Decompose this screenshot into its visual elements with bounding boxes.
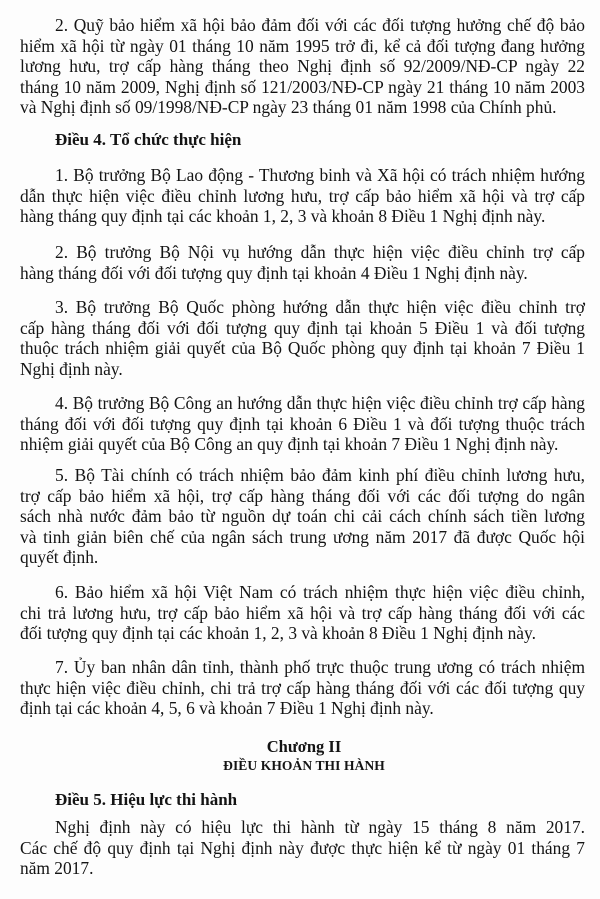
text-line: năm 2017. — [20, 858, 94, 878]
text-line: lương hưu, trợ cấp hàng tháng theo Nghị định số 92/2009/NĐ-CP ngày 22 — [20, 56, 585, 76]
article5-heading: Điều 5. Hiệu lực thi hành — [55, 790, 238, 809]
text-line: Nghị định này. — [20, 358, 123, 379]
article4-clause4-paragraph — [20, 393, 585, 455]
text-line: tháng đối với đối tượng quy định tại khoản 6 Điều 1 và đối tượng thuộc trách — [20, 413, 585, 434]
text-line: hiểm xã hội từ ngày 01 tháng 10 năm 1995 trở đi, kể cả đối tượng đang hưởng — [20, 35, 585, 56]
text-line: dẫn thực hiện việc điều chỉnh lương hưu, trợ cấp bảo hiểm xã hội và trợ cấp — [20, 185, 585, 206]
text-line: định tại các khoản 4, 5, 6 và khoản 7 Điều 1 Nghị định này. — [20, 698, 434, 718]
article4-clause3-paragraph — [20, 297, 585, 379]
text-line: quyết định. — [20, 547, 99, 567]
text-line: 1. Bộ trưởng Bộ Lao động - Thương binh và Xã hội có trách nhiệm hướng — [55, 165, 585, 185]
text-line: trợ cấp bảo hiểm xã hội, trợ cấp hàng tháng đối với các đối tượng do ngân — [20, 485, 585, 506]
text-line: 4. Bộ trưởng Bộ Công an hướng dẫn thực hiện việc điều chỉnh trợ cấp hàng — [55, 393, 585, 413]
chapter-title: Chương II — [266, 737, 342, 756]
text-line: cấp hàng tháng đối với đối tượng quy định tại khoản 5 Điều 1 và đối tượng — [20, 317, 585, 338]
text-line: Các chế độ quy định tại Nghị định này được thực hiện kể từ ngày 01 tháng 7 — [20, 837, 585, 858]
text-line: chi trả lương hưu, trợ cấp bảo hiểm xã hội và trợ cấp hàng tháng đối với các — [20, 602, 585, 623]
text-line: tháng 10 năm 2009, Nghị định số 121/2003/NĐ-CP ngày 21 tháng 10 năm 2003 — [20, 76, 585, 97]
text-line: 7. Ủy ban nhân dân tỉnh, thành phố trực thuộc trung ương có trách nhiệm — [55, 657, 585, 677]
article4-clause5-paragraph — [20, 465, 585, 568]
article4-heading: Điều 4. Tổ chức thực hiện — [55, 130, 242, 149]
article4-clause2-paragraph — [20, 242, 585, 283]
text-line: 2. Bộ trưởng Bộ Nội vụ hướng dẫn thực hiện việc điều chỉnh trợ cấp — [55, 242, 585, 262]
chapter-subtitle: ĐIỀU KHOẢN THI HÀNH — [223, 758, 385, 773]
text-line: 5. Bộ Tài chính có trách nhiệm bảo đảm kinh phí điều chỉnh lương hưu, — [55, 465, 585, 485]
article4-clause1-paragraph — [20, 165, 585, 227]
text-line: hàng tháng quy định tại các khoản 1, 2, 3 và khoản 8 Điều 1 Nghị định này. — [20, 206, 546, 226]
text-line: 6. Bảo hiểm xã hội Việt Nam có trách nhiệm thực hiện việc điều chỉnh, — [55, 582, 585, 602]
text-line: và Nghị định số 09/1998/NĐ-CP ngày 23 tháng 01 năm 1998 của Chính phủ. — [20, 97, 557, 117]
article3-clause2-paragraph — [20, 15, 585, 118]
text-line: 3. Bộ trưởng Bộ Quốc phòng hướng dẫn thực hiện việc điều chỉnh trợ — [55, 297, 585, 317]
text-line: đối tượng quy định tại các khoản 1, 2, 3 và khoản 8 Điều 1 Nghị định này. — [20, 623, 536, 643]
text-line: thực hiện việc điều chỉnh, chi trả trợ cấp hàng tháng đối với các đối tượng quy — [20, 677, 585, 698]
text-line: và tinh giản biên chế của ngân sách trung ương năm 2017 đã được Quốc hội — [20, 526, 585, 547]
article4-clause6-paragraph — [20, 582, 585, 644]
article4-clause7-paragraph — [20, 657, 585, 719]
text-line: hàng tháng đối với đối tượng quy định tại khoản 4 Điều 1 Nghị định này. — [20, 262, 528, 283]
text-line: nhiệm giải quyết của Bộ Công an quy định tại khoản 7 Điều 1 Nghị định này. — [20, 434, 559, 454]
text-line: 2. Quỹ bảo hiểm xã hội bảo đảm đối với các đối tượng hưởng chế độ bảo — [55, 15, 585, 35]
text-line: thuộc trách nhiệm giải quyết của Bộ Quốc phòng quy định tại khoản 7 Điều 1 — [20, 338, 585, 358]
text-line: sách nhà nước đảm bảo từ nguồn dự toán chi cải cách chính sách tiền lương — [20, 506, 585, 526]
text-line: Nghị định này có hiệu lực thi hành từ ngày 15 tháng 8 năm 2017. — [55, 817, 585, 837]
article5-paragraph — [20, 817, 585, 879]
